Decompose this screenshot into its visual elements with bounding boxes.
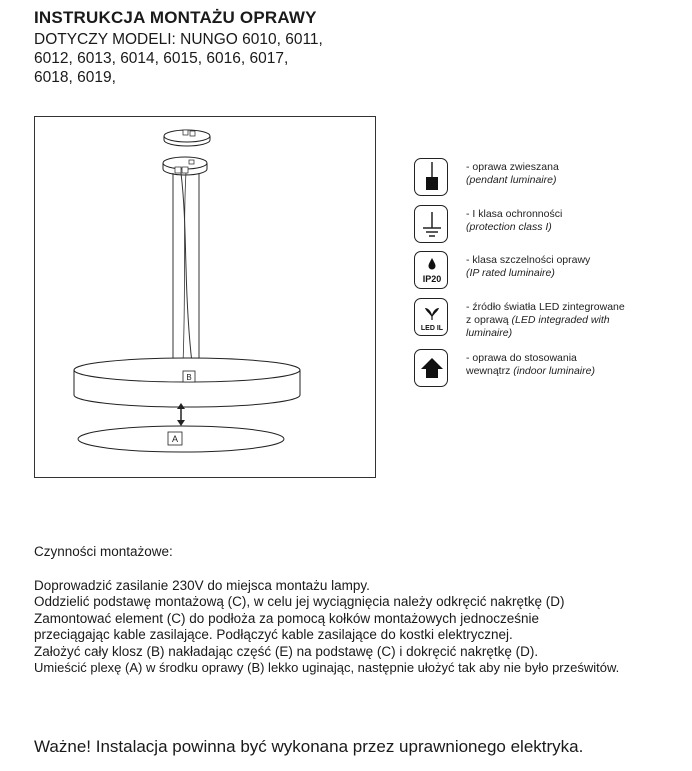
legend-label: wewnątrz [466, 365, 514, 377]
legend-label-en: luminaire) [466, 327, 513, 339]
instruction-line: Umieścić plexę (A) w środku oprawy (B) lekko uginając, następnie ułożyć tak aby nie było prześwitów. [34, 660, 620, 676]
legend-item-indoor [414, 349, 684, 389]
warning-note: Ważne! Instalacja powinna być wykonana przez uprawnionego elektryka. [34, 737, 584, 756]
instructions-list [34, 578, 684, 676]
legend-text [466, 352, 686, 378]
led-il-icon [414, 298, 448, 336]
assembly-drawing [35, 117, 377, 479]
legend-label: z oprawą [466, 314, 512, 326]
legend-text [466, 254, 686, 280]
ground-icon [414, 205, 448, 243]
legend-label: - I klasa ochronności [466, 208, 563, 220]
instruction-line: Zamontować element (C) do podłoża za pomocą kołków montażowych jednocześnie [34, 610, 540, 626]
legend-item-protection-class [414, 205, 684, 245]
legend-text [466, 301, 686, 340]
led-il-text: LED IL [420, 325, 444, 332]
legend-label-en: (pendant luminaire) [466, 174, 557, 186]
models-line: 6018, 6019, [34, 69, 116, 86]
label-b: B [186, 373, 192, 382]
legend-text [466, 208, 686, 234]
mounting-plate [164, 130, 210, 146]
instruction-line: przeciągając kable zasilające. Podłączyć kable zasilające do kostki elektrycznej. [34, 627, 513, 643]
suspension-wires [173, 173, 199, 363]
legend-label-en: (protection class I) [466, 221, 552, 233]
legend-item-led [414, 298, 684, 338]
label-a: A [171, 434, 179, 444]
instruction-line: Oddzielić podstawę montażową (C), w celu jej wyciągnięcia należy odkręcić nakrętkę (D) [34, 594, 565, 610]
instruction-line: Doprowadzić zasilanie 230V do miejsca montażu lampy. [34, 578, 370, 593]
models-line: DOTYCZY MODELI: NUNGO 6010, 6011, [34, 31, 323, 48]
legend-item-ip-rating [414, 251, 684, 291]
models-list [34, 30, 364, 87]
ip20-text: IP20 [422, 274, 442, 284]
legend-label-en: (LED integraded with [511, 314, 610, 326]
legend-label-line [466, 365, 686, 378]
legend-label: - klasa szczelności oprawy [466, 254, 591, 266]
assembly-diagram [34, 116, 376, 478]
pendant-icon [414, 158, 448, 196]
legend-label: - oprawa zwieszana [466, 161, 559, 173]
models-line: 6012, 6013, 6014, 6015, 6016, 6017, [34, 50, 289, 67]
legend-label-line [466, 314, 686, 327]
diffuser-a [78, 426, 284, 452]
instruction-line: Założyć cały klosz (B) nakładając część (E) na podstawę (C) i dokręcić nakrętkę (D). [34, 643, 539, 659]
legend-label-en: (IP rated luminaire) [466, 267, 555, 279]
legend-label: - źródło światła LED zintegrowane [466, 301, 625, 313]
lampshade-b [74, 358, 300, 407]
instructions-heading: Czynności montażowe: [34, 544, 173, 559]
legend-item-pendant [414, 158, 684, 198]
legend-text [466, 161, 686, 187]
indoor-icon [414, 349, 448, 387]
document-title: INSTRUKCJA MONTAŻU OPRAWY [34, 8, 317, 27]
legend-label-en: (indoor luminaire) [513, 365, 595, 377]
ip20-icon [414, 251, 448, 289]
legend-label: - oprawa do stosowania [466, 352, 577, 364]
canopy [163, 157, 207, 175]
